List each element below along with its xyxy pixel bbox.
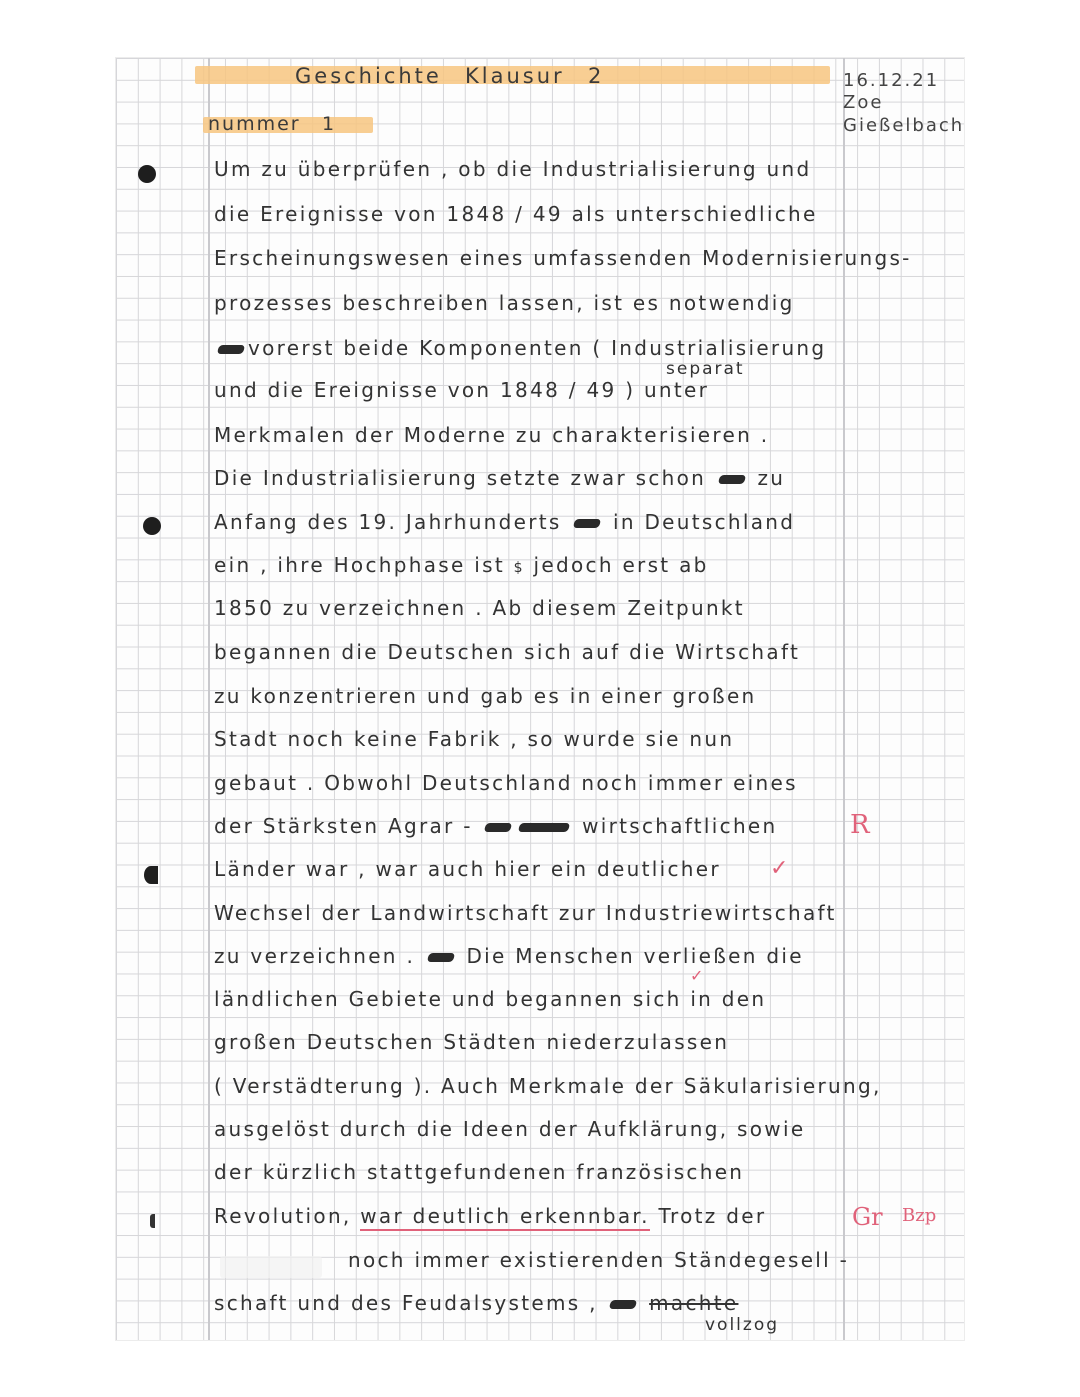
text-line: zu verzeichnen . Die Menschen verließen die xyxy=(214,944,804,968)
text-line: Erscheinungswesen eines umfassenden Modernisierungs- xyxy=(214,246,912,270)
underlined-phrase: war deutlich erkennbar. xyxy=(360,1204,650,1231)
punch-hole xyxy=(138,165,156,183)
text-line: Die Industrialisierung setzte zwar schon zu xyxy=(214,466,786,490)
text-line: der Stärksten Agrar - wirtschaftlichen xyxy=(214,814,778,838)
subject-title: Geschichte xyxy=(295,64,442,88)
student-first-name: Zoe xyxy=(843,92,884,113)
left-margin-line xyxy=(208,58,210,1340)
text-line: begannen die Deutschen sich auf die Wirtschaft xyxy=(214,640,801,664)
inserted-word: separat xyxy=(666,359,745,379)
punch-hole xyxy=(143,517,161,535)
text-line: Um zu überprüfen , ob die Industrialisierung und xyxy=(214,157,812,181)
text-line: ausgelöst durch die Ideen der Aufklärung, sowie xyxy=(214,1117,806,1141)
text-line: ländlichen Gebiete und begannen sich in den xyxy=(214,987,767,1011)
text-line: und die Ereignisse von 1848 / 49 ) unter xyxy=(214,378,710,402)
text-line: Anfang des 19. Jahrhunderts in Deutschland xyxy=(214,510,796,534)
text-line: Wechsel der Landwirtschaft zur Industriewirtschaft xyxy=(214,901,837,925)
text-line: Revolution, war deutlich erkennbar. Trotz der xyxy=(214,1204,844,1228)
margin-mark-gr: Gr xyxy=(852,1203,883,1231)
text-line: großen Deutschen Städten niederzulassen xyxy=(214,1030,730,1054)
crossed-out-scribble xyxy=(718,475,746,484)
text-line: Merkmalen der Moderne zu charakterisieren . xyxy=(214,423,770,447)
text-line: Länder war , war auch hier ein deutlicher xyxy=(214,857,721,881)
inserted-word: vollzog xyxy=(705,1315,780,1335)
text-line: prozesses beschreiben lassen, ist es notwendig xyxy=(214,291,795,315)
text-line: die Ereignisse von 1848 / 49 als unterschiedliche xyxy=(214,202,818,226)
text-line: ein , ihre Hochphase ist $ jedoch erst ab xyxy=(214,553,709,577)
crossed-out-scribble xyxy=(609,1300,637,1309)
punch-hole xyxy=(144,866,158,884)
text-line: schaft und des Feudalsystems , machte xyxy=(214,1291,739,1315)
task-label: nummer xyxy=(208,113,301,135)
text-line: ( Verstädterung ). Auch Merkmale der Säkularisierung, xyxy=(214,1074,882,1098)
crossed-out-scribble xyxy=(484,823,512,832)
text-line: vorerst beide Komponenten ( Industrialisierung xyxy=(214,336,844,360)
struck-word: machte xyxy=(649,1291,739,1315)
text-line: der kürzlich stattgefundenen französischen xyxy=(214,1160,745,1184)
task-number: 1 xyxy=(322,113,337,135)
crossed-out-scribble xyxy=(518,823,570,832)
crossed-out-scribble xyxy=(217,345,245,354)
text-line: 1850 zu verzeichnen . Ab diesem Zeitpunkt xyxy=(214,596,745,620)
text-line: noch immer existierenden Ständegesell - xyxy=(348,1248,850,1272)
text-line: Stadt noch keine Fabrik , so wurde sie nun xyxy=(214,727,735,751)
check-mark-icon: ✓ xyxy=(690,966,704,985)
faded-stamp xyxy=(220,1256,322,1278)
student-last-name: Gießelbach xyxy=(843,115,965,136)
crossed-out-scribble xyxy=(573,519,601,528)
punch-hole xyxy=(150,1214,155,1228)
crossed-out-scribble xyxy=(427,953,455,962)
date: 16.12.21 xyxy=(843,70,940,91)
exam-number: 2 xyxy=(588,64,605,88)
text-line: zu konzentrieren und gab es in einer großen xyxy=(214,684,757,708)
text-line: gebaut . Obwohl Deutschland noch immer eines xyxy=(214,771,798,795)
exam-title: Klausur xyxy=(465,64,565,88)
margin-mark-bzp: Bzp xyxy=(902,1205,937,1226)
check-mark-icon: ✓ xyxy=(770,856,789,881)
margin-mark-r: R xyxy=(850,810,870,840)
